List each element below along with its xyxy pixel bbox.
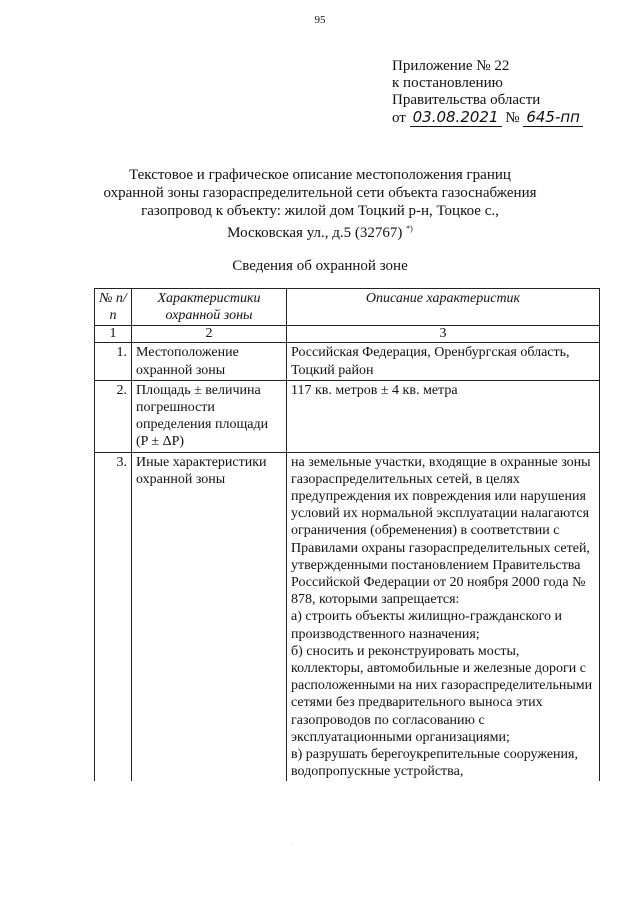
title-line-4	[90, 220, 550, 242]
col-number-3: 3	[287, 326, 600, 343]
appendix-line-1: Приложение № 22	[392, 58, 510, 74]
restriction-item-c: в) разрушать берегоукрепительные сооружения, водопропускные устройства,	[291, 747, 578, 780]
row-name: Местоположение охранной зоны	[132, 343, 287, 380]
col-number-1: 1	[95, 326, 132, 343]
date-prefix: от	[392, 110, 406, 126]
col-number-2: 2	[132, 326, 287, 343]
header-num: № п/п	[95, 289, 132, 326]
restriction-item-b: б) сносить и реконструировать мосты, коллекторы, автомобильные и железные дороги с расположенными на них газораспределительными сетями без предварительного выноса этих газопроводов по согласованию с эксплуатационными организациями;	[291, 643, 593, 745]
row-num: 3.	[95, 452, 132, 781]
appendix-date-line	[392, 109, 583, 127]
table-row	[95, 343, 600, 380]
row-name: Иные характеристики охранной зоны	[132, 452, 287, 781]
row-desc: Российская Федерация, Оренбургская область, Тоцкий район	[287, 343, 600, 380]
title-line-4-text: Московская ул., д.5 (32767)	[227, 225, 403, 241]
document-title	[90, 166, 550, 242]
column-number-row	[95, 326, 600, 343]
number-prefix: №	[505, 110, 520, 126]
row-name: Площадь ± величина погрешности определения площади (P ± ΔP)	[132, 380, 287, 452]
handwritten-date: 03.08.2021	[410, 108, 502, 127]
scan-speck: ·	[290, 842, 292, 848]
title-line-2: охранной зоны газораспределительной сети объекта газоснабжения	[103, 185, 537, 201]
appendix-line-2: к постановлению	[392, 75, 503, 91]
header-description: Описание характеристик	[287, 289, 600, 326]
table-row	[95, 380, 600, 452]
title-line-1: Текстовое и графическое описание местоположения границ	[129, 167, 511, 183]
row-num: 1.	[95, 343, 132, 380]
page-number: 95	[314, 14, 326, 26]
table-row	[95, 452, 600, 781]
header-characteristics: Характеристики охранной зоны	[132, 289, 287, 326]
appendix-block	[392, 58, 583, 127]
appendix-line-3: Правительства области	[392, 92, 541, 108]
row-desc: 117 кв. метров ± 4 кв. метра	[287, 380, 600, 452]
title-line-3: газопровод к объекту: жилой дом Тоцкий р-н, Тоцкое с.,	[141, 203, 499, 219]
row-num: 2.	[95, 380, 132, 452]
zone-info-table	[94, 288, 600, 781]
handwritten-number: 645-пп	[523, 108, 583, 127]
footnote-mark: *)	[406, 224, 413, 233]
section-subtitle: Сведения об охранной зоне	[232, 258, 408, 274]
restriction-item-a: а) строить объекты жилищно-гражданского и производственного назначения;	[291, 609, 562, 642]
row-desc	[287, 452, 600, 781]
table-header-row	[95, 289, 600, 326]
restriction-intro: на земельные участки, входящие в охранные зоны газораспределительных сетей, в целях предупреждения их повреждения или нарушения условий их нормальной эксплуатации налагаются ограничения (обременения) в соответствии с Правилами охраны газораспределительных сетей, утвержденными постановлением Правительства Российской Федерации от 20 ноября 2000 года № 878, которыми запрещается:	[291, 454, 591, 608]
